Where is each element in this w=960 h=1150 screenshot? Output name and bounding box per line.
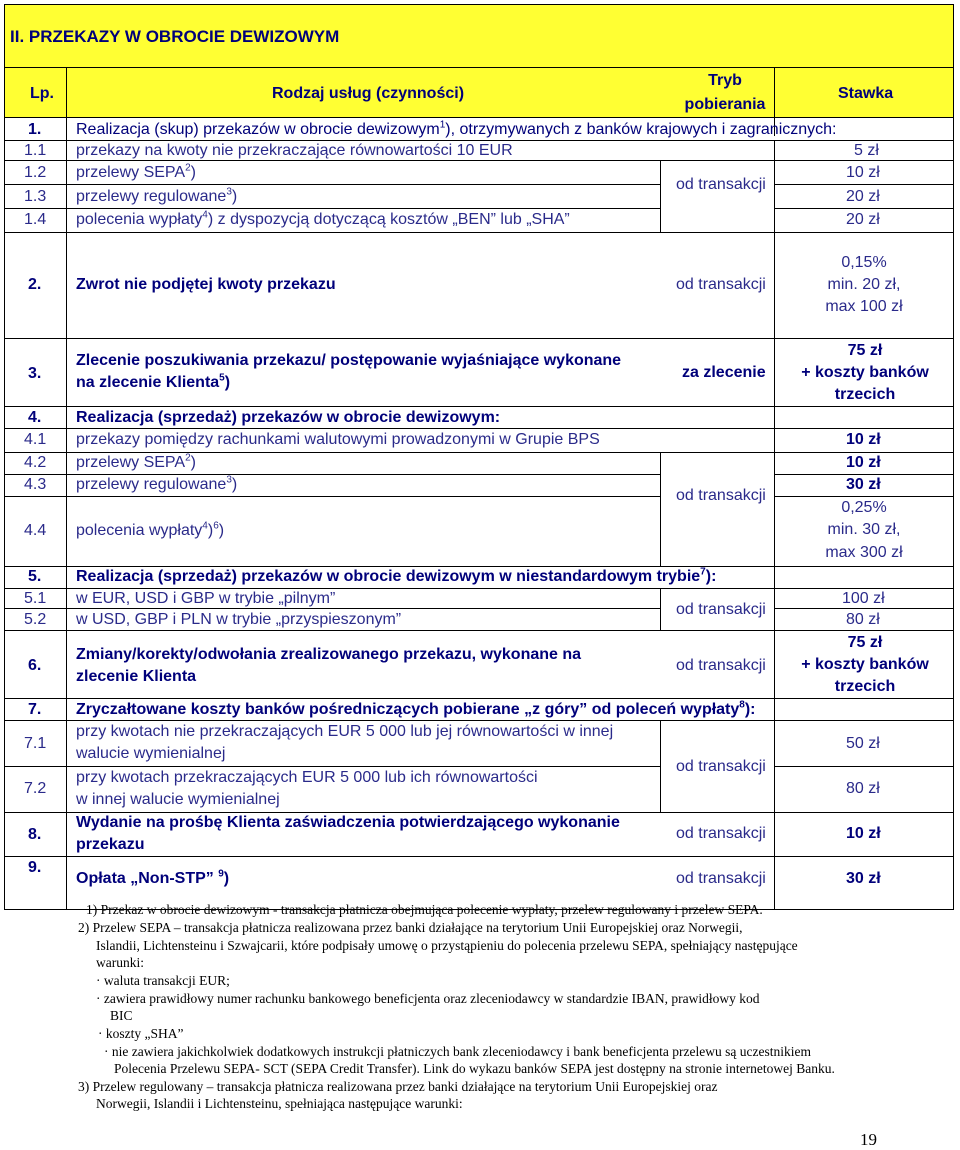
grid-col-service-r1: [660, 160, 661, 232]
row-7-text: Zryczałtowane koszty banków pośredniczących pobierane „z góry” od poleceń wypłaty$^8$):: [76, 699, 756, 718]
grid-row: [774, 184, 954, 185]
row-4-num: 4.: [28, 409, 42, 426]
row-1-mode: od transakcji: [676, 176, 766, 193]
footnote-2-line-2: Islandii, Lichtensteinu i Szwajcarii, które podpisały umowę o przystąpieniu do polecenia przelewu SEPA, spełniający następujące: [96, 938, 798, 953]
footnote-2-bullet-2b: BIC: [110, 1008, 133, 1023]
row-9-rate: 30 zł: [846, 870, 881, 887]
row-5-1-num: 5.1: [24, 590, 47, 607]
grid-outer-right: [953, 118, 954, 910]
row-2-text: Zwrot nie podjętej kwoty przekazu: [76, 276, 336, 293]
grid-row: [4, 208, 660, 209]
row-6-num: 6.: [28, 657, 42, 674]
header-service: Rodzaj usług (czynności): [272, 85, 465, 102]
row-5-2-text: w USD, GBP i PLN w trybie „przyspieszonym”: [76, 611, 402, 628]
row-4-3-rate: 30 zł: [846, 476, 881, 493]
footnote-2-bullet-2: · zawiera prawidłowy numer rachunku bankowego beneficjenta oraz zleceniodawcy w standardzie IBAN, prawidłowy kod: [96, 991, 760, 1006]
row-4-text: Realizacja (sprzedaż) przekazów w obrocie dewizowym:: [76, 409, 501, 426]
row-9-num: 9.: [28, 859, 42, 876]
row-2-rate-2: min. 20 zł,: [827, 276, 901, 293]
row-8-text-1: Wydanie na prośbę Klienta zaświadczenia potwierdzającego wykonanie: [76, 814, 620, 831]
row-6-rate-3: trzecich: [834, 678, 896, 695]
footnote-2-bullet-3: · koszty „SHA”: [98, 1026, 184, 1041]
grid-row: [4, 474, 660, 475]
row-7-2-text-2: w innej walucie wymienialnej: [76, 791, 280, 808]
footnote-1: 1) Przekaz w obrocie dewizowym - transakcja płatnicza obejmująca polecenie wypłaty, przelew regulowany i przelew SEPA.: [86, 902, 763, 917]
row-1-4-text: polecenia wypłaty$^4$) z dyspozycją dotyczącą kosztów „BEN” lub „SHA”: [76, 209, 570, 228]
row-1-1-rate: 5 zł: [854, 142, 879, 159]
grid-row: [4, 856, 954, 857]
row-4-2-num: 4.2: [24, 454, 47, 471]
row-7-mode: od transakcji: [676, 758, 766, 775]
footnote-2-bullet-4b: Polecenia Przelewu SEPA- SCT (SEPA Credit Transfer). Link do wykazu banków SEPA jest dostępny na stronie internetowej Banku.: [114, 1061, 835, 1076]
row-4-1-num: 4.1: [24, 431, 47, 448]
row-1-num: 1.: [28, 121, 42, 138]
footnote-3-line-1: 3) Przelew regulowany – transakcja płatnicza realizowana przez banki działające na terytorium Unii Europejskiej oraz: [78, 1079, 718, 1094]
row-1-1-text: przekazy na kwoty nie przekraczające równowartości 10 EUR: [76, 142, 513, 159]
row-8-mode: od transakcji: [676, 825, 766, 842]
row-5-mode: od transakcji: [676, 601, 766, 618]
grid-row: [774, 496, 954, 497]
footnote-2-bullet-1: · waluta transakcji EUR;: [96, 973, 230, 988]
row-4-3-num: 4.3: [24, 476, 47, 493]
grid-row: [4, 496, 660, 497]
row-3-text-2: na zlecenie Klienta$^5$): [76, 372, 231, 391]
row-7-1-text-1: przy kwotach nie przekraczających EUR 5 000 lub jej równowartości w innej: [76, 723, 614, 740]
grid-col-mode-2: [774, 140, 775, 910]
page-number: 19: [860, 1130, 877, 1149]
row-5-1-rate: 100 zł: [842, 590, 885, 607]
row-1-1-num: 1.1: [24, 142, 47, 159]
grid-col-service-r4: [660, 452, 661, 567]
row-1-2-rate: 10 zł: [846, 164, 880, 181]
header-mode-1: Tryb: [708, 72, 742, 89]
row-8-num: 8.: [28, 826, 42, 843]
row-5-2-rate: 80 zł: [846, 611, 880, 628]
grid-row: [4, 766, 660, 767]
row-7-1-rate: 50 zł: [846, 735, 880, 752]
grid-outer-left: [4, 118, 5, 910]
row-7-1-num: 7.1: [24, 735, 47, 752]
row-4-1-rate: 10 zł: [846, 431, 881, 448]
grid-row: [4, 698, 954, 699]
row-7-1-text-2: walucie wymienialnej: [76, 745, 226, 762]
grid-row: [774, 474, 954, 475]
grid-row: [4, 406, 954, 407]
row-7-2-num: 7.2: [24, 780, 47, 797]
section-title: II. PRZEKAZY W OBROCIE DEWIZOWYM: [10, 27, 340, 46]
header-lp: Lp.: [30, 85, 54, 102]
header-mode-2: pobierania: [684, 96, 766, 113]
row-8-rate: 10 zł: [846, 825, 881, 842]
grid-row: [4, 566, 954, 567]
row-4-4-text: polecenia wypłaty$^4$)$^6$): [76, 520, 225, 539]
grid-col-service-r5: [660, 588, 661, 630]
row-1-2-text: przelewy SEPA$^2$): [76, 162, 196, 181]
footnote-3-line-2: Norwegii, Islandii i Lichtensteinu, spełniająca następujące warunki:: [96, 1096, 463, 1111]
row-1-3-num: 1.3: [24, 188, 47, 205]
row-5-text: Realizacja (sprzedaż) przekazów w obrocie dewizowym w niestandardowym trybie$^7$):: [76, 566, 717, 585]
row-3-rate-3: trzecich: [834, 386, 896, 403]
grid-col-service-r7: [660, 720, 661, 812]
row-7-2-text-1: przy kwotach przekraczających EUR 5 000 lub ich równowartości: [76, 769, 538, 786]
grid-row: [774, 208, 954, 209]
footnote-2-bullet-4: · nie zawiera jakichkolwiek dodatkowych instrukcji płatniczych bank zleceniodawcy i bank beneficjenta przelewu są uczestnikiem: [104, 1044, 811, 1059]
row-1-4-rate: 20 zł: [846, 211, 880, 228]
row-4-mode: od transakcji: [676, 487, 766, 504]
row-3-num: 3.: [28, 365, 42, 382]
row-4-2-rate: 10 zł: [846, 454, 881, 471]
grid-row: [4, 452, 954, 453]
row-3-mode: za zlecenie: [682, 364, 766, 381]
row-7-2-rate: 80 zł: [846, 780, 880, 797]
row-4-3-text: przelewy regulowane$^3$): [76, 474, 238, 493]
row-1-text: Realizacja (skup) przekazów w obrocie dewizowym$^1$), otrzymywanych z banków krajowych i zagranicznych:: [76, 119, 837, 138]
grid-row: [4, 428, 954, 429]
row-5-2-num: 5.2: [24, 611, 47, 628]
row-6-text-1: Zmiany/korekty/odwołania zrealizowanego przekazu, wykonane na: [76, 646, 582, 663]
row-5-1-text: w EUR, USD i GBP w trybie „pilnym”: [76, 590, 336, 607]
grid-row: [4, 812, 954, 813]
grid-row: [4, 630, 954, 631]
row-4-1-text: przekazy pomiędzy rachunkami walutowymi prowadzonymi w Grupie BPS: [76, 431, 600, 448]
grid-row: [4, 588, 954, 589]
row-6-rate-2: + koszty banków: [801, 656, 929, 673]
row-6-mode: od transakcji: [676, 657, 766, 674]
row-3-rate-2: + koszty banków: [801, 364, 929, 381]
row-1-3-text: przelewy regulowane$^3$): [76, 186, 238, 205]
row-9-text: Opłata „Non-STP” $^9$): [76, 868, 230, 887]
row-4-4-num: 4.4: [24, 522, 47, 539]
grid-row: [4, 720, 954, 721]
grid-col-lp: [66, 68, 67, 910]
grid-row: [774, 766, 954, 767]
row-4-2-text: przelewy SEPA$^2$): [76, 452, 196, 471]
row-8-text-2: przekazu: [76, 836, 145, 853]
grid-row: [4, 338, 954, 339]
table-header-bar: [4, 68, 954, 118]
row-4-4-rate-1: 0,25%: [841, 499, 887, 516]
row-4-4-rate-2: min. 30 zł,: [827, 521, 901, 538]
row-1-3-rate: 20 zł: [846, 188, 880, 205]
grid-row: [4, 184, 660, 185]
row-5-num: 5.: [28, 568, 42, 585]
row-9-mode: od transakcji: [676, 870, 766, 887]
row-2-num: 2.: [28, 276, 42, 293]
row-6-rate-1: 75 zł: [847, 634, 883, 651]
footnote-2-line-3: warunki:: [96, 955, 144, 970]
row-1-4-num: 1.4: [24, 211, 47, 228]
row-7-num: 7.: [28, 701, 42, 718]
row-2-mode: od transakcji: [676, 276, 766, 293]
footnote-2-line-1: 2) Przelew SEPA – transakcja płatnicza realizowana przez banki działające na terytorium Unii Europejskiej oraz Norwegii,: [78, 920, 743, 935]
header-rate: Stawka: [838, 85, 894, 102]
row-3-text-1: Zlecenie poszukiwania przekazu/ postępowanie wyjaśniające wykonane: [76, 352, 622, 369]
grid-row: [4, 140, 954, 141]
row-1-2-num: 1.2: [24, 164, 47, 181]
row-6-text-2: zlecenie Klienta: [76, 668, 197, 685]
grid-row: [4, 232, 954, 233]
row-3-rate-1: 75 zł: [847, 342, 883, 359]
row-2-rate-1: 0,15%: [841, 254, 887, 271]
row-4-4-rate-3: max 300 zł: [825, 544, 903, 561]
row-2-rate-3: max 100 zł: [825, 298, 903, 315]
